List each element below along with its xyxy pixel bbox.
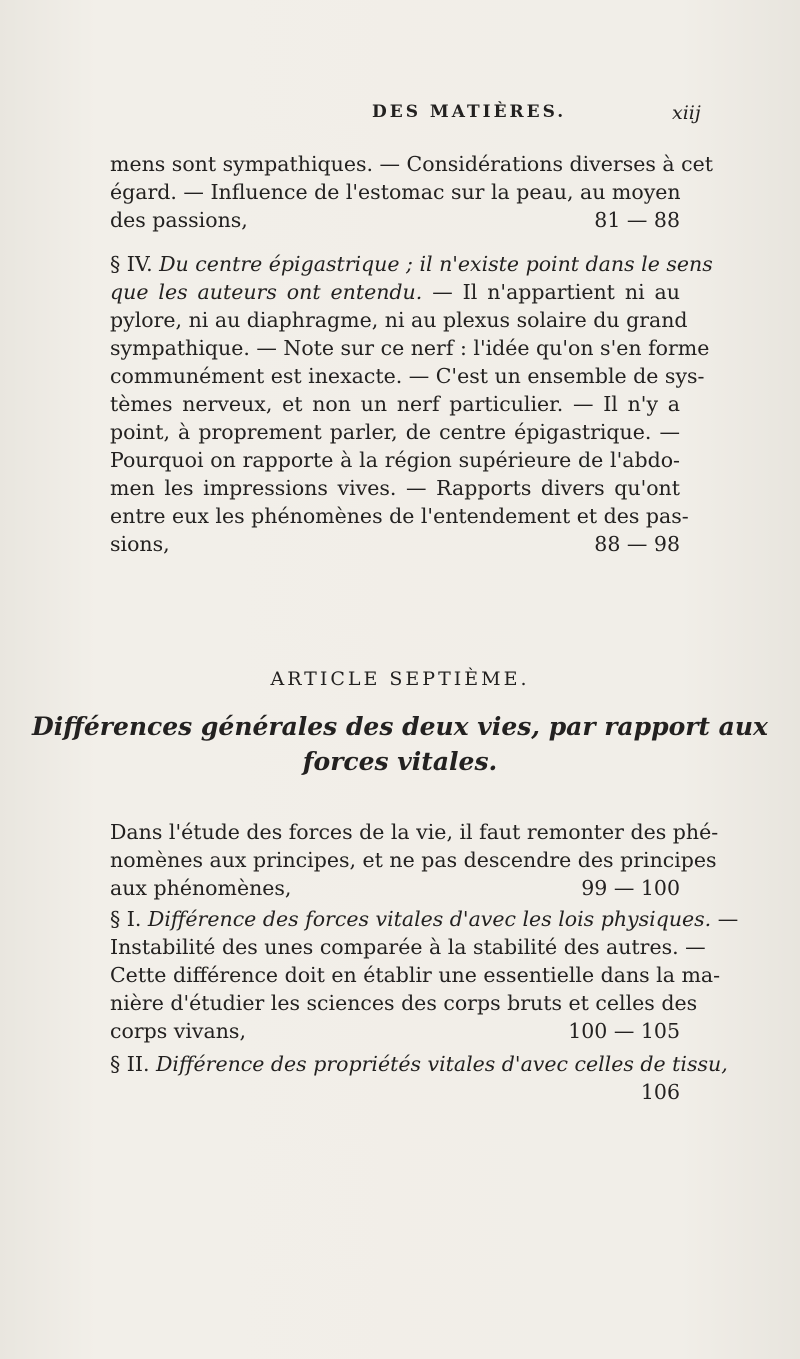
text-line-content: sions,: [110, 532, 170, 556]
toc-entry-1: [110, 150, 713, 234]
text-line: Cette différence doit en établir une essentielle dans la ma-: [110, 963, 721, 987]
text-line: [110, 874, 680, 902]
text-line: Instabilité des unes comparée à la stabilité des autres. —: [110, 935, 706, 959]
page-range: 81 — 88: [594, 208, 680, 232]
page-range: 100 — 105: [568, 1019, 680, 1043]
page-continuation: 106: [640, 1080, 680, 1104]
text-line: que les auteurs ont entendu. — Il n'appartient ni au: [110, 280, 680, 304]
article-heading-line-2: forces vitales.: [302, 747, 498, 776]
text-line-content: des passions,: [110, 208, 248, 232]
text-line: [110, 1017, 680, 1045]
text-line: nomènes aux principes, et ne pas descendre des principes: [110, 848, 717, 872]
text-line: égard. — Influence de l'estomac sur la peau, au moyen: [110, 180, 681, 204]
text-line: § I. Différence des forces vitales d'avec les lois physiques. —: [110, 907, 739, 931]
text-line: entre eux les phénomènes de l'entendement et des pas-: [110, 504, 689, 528]
text-line: § II. Différence des propriétés vitales d'avec celles de tissu,: [110, 1052, 728, 1076]
toc-entry-section-ii: [110, 1050, 728, 1106]
text-line: pylore, ni au diaphragme, ni au plexus solaire du grand: [110, 308, 688, 332]
article-label: ARTICLE SEPTIÈME.: [270, 668, 530, 690]
page-range: 88 — 98: [594, 532, 680, 556]
article-heading-line-1: Différences générales des deux vies, par rapport aux: [32, 712, 768, 741]
header-title: DES MATIÈRES.: [372, 102, 567, 122]
text-line: Dans l'étude des forces de la vie, il faut remonter des phé-: [110, 820, 719, 844]
text-line: Pourquoi on rapporte à la région supérieure de l'abdo-: [110, 448, 680, 472]
toc-entry-intro: [110, 818, 719, 902]
text-line-content: corps vivans,: [110, 1019, 246, 1043]
text-line: sympathique. — Note sur ce nerf : l'idée qu'on s'en forme: [110, 336, 710, 360]
text-line: [110, 206, 680, 234]
text-line: nière d'étudier les sciences des corps bruts et celles des: [110, 991, 698, 1015]
text-line: tèmes nerveux, et non un nerf particulier. — Il n'y a: [110, 392, 680, 416]
toc-entry-section-i: [110, 905, 739, 1045]
text-line: [110, 530, 680, 558]
text-line-content: aux phénomènes,: [110, 876, 292, 900]
text-line: § IV. Du centre épigastrique ; il n'existe point dans le sens: [110, 252, 713, 276]
text-line: mens sont sympathiques. — Considérations diverses à cet: [110, 152, 713, 176]
toc-entry-section-iv: [110, 250, 713, 558]
page-number: xiij: [672, 102, 701, 124]
running-header: [0, 102, 800, 132]
text-line: men les impressions vives. — Rapports divers qu'ont: [110, 476, 680, 500]
text-line: point, à proprement parler, de centre épigastrique. —: [110, 420, 680, 444]
page-range: 99 — 100: [581, 876, 680, 900]
text-line: [110, 1078, 680, 1106]
text-line: communément est inexacte. — C'est un ensemble de sys-: [110, 364, 705, 388]
